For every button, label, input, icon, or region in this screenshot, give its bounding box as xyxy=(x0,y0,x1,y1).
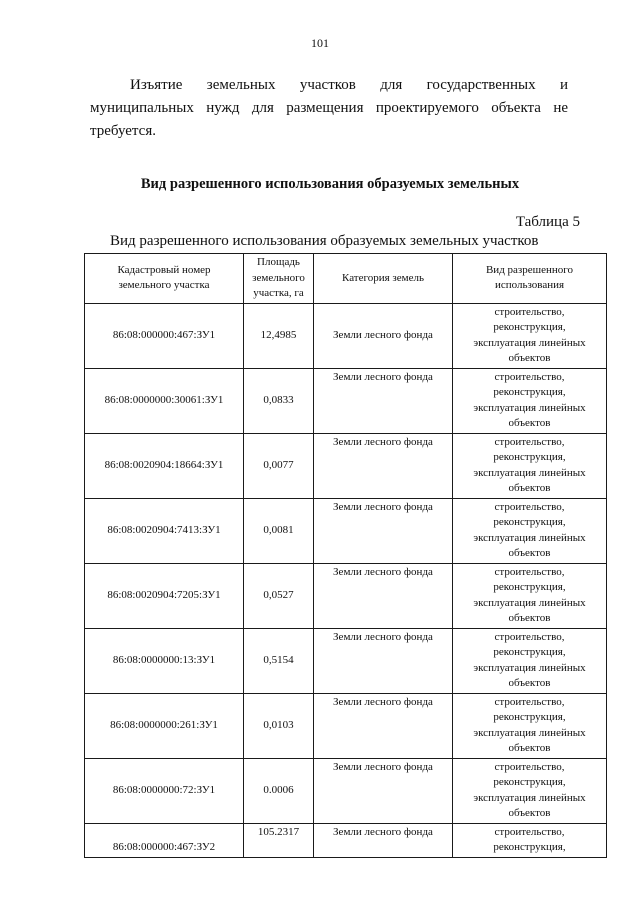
word: земельных xyxy=(206,77,276,93)
land-category-cell: Земли лесного фонда xyxy=(314,368,453,433)
table-label: Таблица 5 xyxy=(515,214,580,230)
permitted-use-cell: строительство, реконструкция, эксплуатация линейных объектов xyxy=(453,758,607,823)
permitted-use-cell: строительство, реконструкция, эксплуатация линейных объектов xyxy=(453,563,607,628)
cadastral-number-cell: 86:08:000000:467:ЗУ1 xyxy=(85,303,244,368)
page-number: 101 xyxy=(311,36,329,50)
area-cell: 0.0006 xyxy=(244,758,314,823)
land-category-cell: Земли лесного фонда xyxy=(314,758,453,823)
cadastral-number-cell: 86:08:0020904:18664:ЗУ1 xyxy=(85,433,244,498)
land-plots-table xyxy=(84,253,607,858)
paragraph-line-2 xyxy=(90,97,568,120)
table-caption: Вид разрешенного использования образуемых земельных участков xyxy=(110,233,539,249)
table-row xyxy=(85,563,607,628)
land-category-cell: Земли лесного фонда xyxy=(314,693,453,758)
header-land-category: Категория земель xyxy=(314,254,453,304)
header-area: Площадь земельного участка, га xyxy=(244,254,314,304)
land-category-cell: Земли лесного фонда xyxy=(314,433,453,498)
word: и xyxy=(559,77,569,93)
cadastral-number-cell: 86:08:0000000:72:ЗУ1 xyxy=(85,758,244,823)
word: проектируемого xyxy=(375,100,479,116)
word: не xyxy=(553,100,568,116)
table-row xyxy=(85,368,607,433)
permitted-use-cell: строительство, реконструкция, эксплуатация линейных объектов xyxy=(453,368,607,433)
cadastral-number-cell: 86:08:0000000:13:ЗУ1 xyxy=(85,628,244,693)
area-cell: 0,5154 xyxy=(244,628,314,693)
land-category-cell: Земли лесного фонда xyxy=(314,303,453,368)
area-cell: 12,4985 xyxy=(244,303,314,368)
table-row xyxy=(85,498,607,563)
paragraph xyxy=(90,74,568,143)
land-category-cell: Земли лесного фонда xyxy=(314,563,453,628)
table-row xyxy=(85,758,607,823)
area-cell: 0,0833 xyxy=(244,368,314,433)
word: муниципальных xyxy=(90,100,194,116)
header-permitted-use: Вид разрешенного использования xyxy=(453,254,607,304)
area-cell: 0,0103 xyxy=(244,693,314,758)
table-row xyxy=(85,823,607,857)
word: объекта xyxy=(491,100,541,116)
cadastral-number-cell: 86:08:0020904:7205:ЗУ1 xyxy=(85,563,244,628)
paragraph-line-1 xyxy=(90,74,568,97)
cadastral-number-cell: 86:08:0020904:7413:ЗУ1 xyxy=(85,498,244,563)
table-row xyxy=(85,433,607,498)
word: Изъятие xyxy=(130,77,183,93)
word: государственных xyxy=(426,77,536,93)
permitted-use-cell: строительство, реконструкция, эксплуатация линейных объектов xyxy=(453,303,607,368)
permitted-use-cell: строительство, реконструкция, эксплуатация линейных объектов xyxy=(453,628,607,693)
permitted-use-cell: строительство, реконструкция, эксплуатация линейных объектов xyxy=(453,693,607,758)
cadastral-number-cell: 86:08:000000:467:ЗУ2 xyxy=(85,823,244,857)
permitted-use-cell: строительство, реконструкция, xyxy=(453,823,607,857)
permitted-use-cell: строительство, реконструкция, эксплуатация линейных объектов xyxy=(453,433,607,498)
table-row xyxy=(85,303,607,368)
word: для xyxy=(380,77,403,93)
table-row xyxy=(85,693,607,758)
cadastral-number-cell: 86:08:0000000:30061:ЗУ1 xyxy=(85,368,244,433)
land-category-cell: Земли лесного фонда xyxy=(314,823,453,857)
area-cell: 0,0527 xyxy=(244,563,314,628)
permitted-use-cell: строительство, реконструкция, эксплуатация линейных объектов xyxy=(453,498,607,563)
land-category-cell: Земли лесного фонда xyxy=(314,498,453,563)
cadastral-number-cell: 86:08:0000000:261:ЗУ1 xyxy=(85,693,244,758)
word: для xyxy=(251,100,274,116)
word: размещения xyxy=(286,100,364,116)
table-header-row xyxy=(85,254,607,304)
header-cadastral-number: Кадастровый номер земельного участка xyxy=(85,254,244,304)
paragraph-line-3: требуется. xyxy=(90,123,156,139)
area-cell: 105.2317 xyxy=(244,823,314,857)
word: участков xyxy=(299,77,356,93)
area-cell: 0,0077 xyxy=(244,433,314,498)
table-row xyxy=(85,628,607,693)
area-cell: 0,0081 xyxy=(244,498,314,563)
land-category-cell: Земли лесного фонда xyxy=(314,628,453,693)
section-heading: Вид разрешенного использования образуемых земельных xyxy=(140,176,520,192)
word: нужд xyxy=(206,100,240,116)
